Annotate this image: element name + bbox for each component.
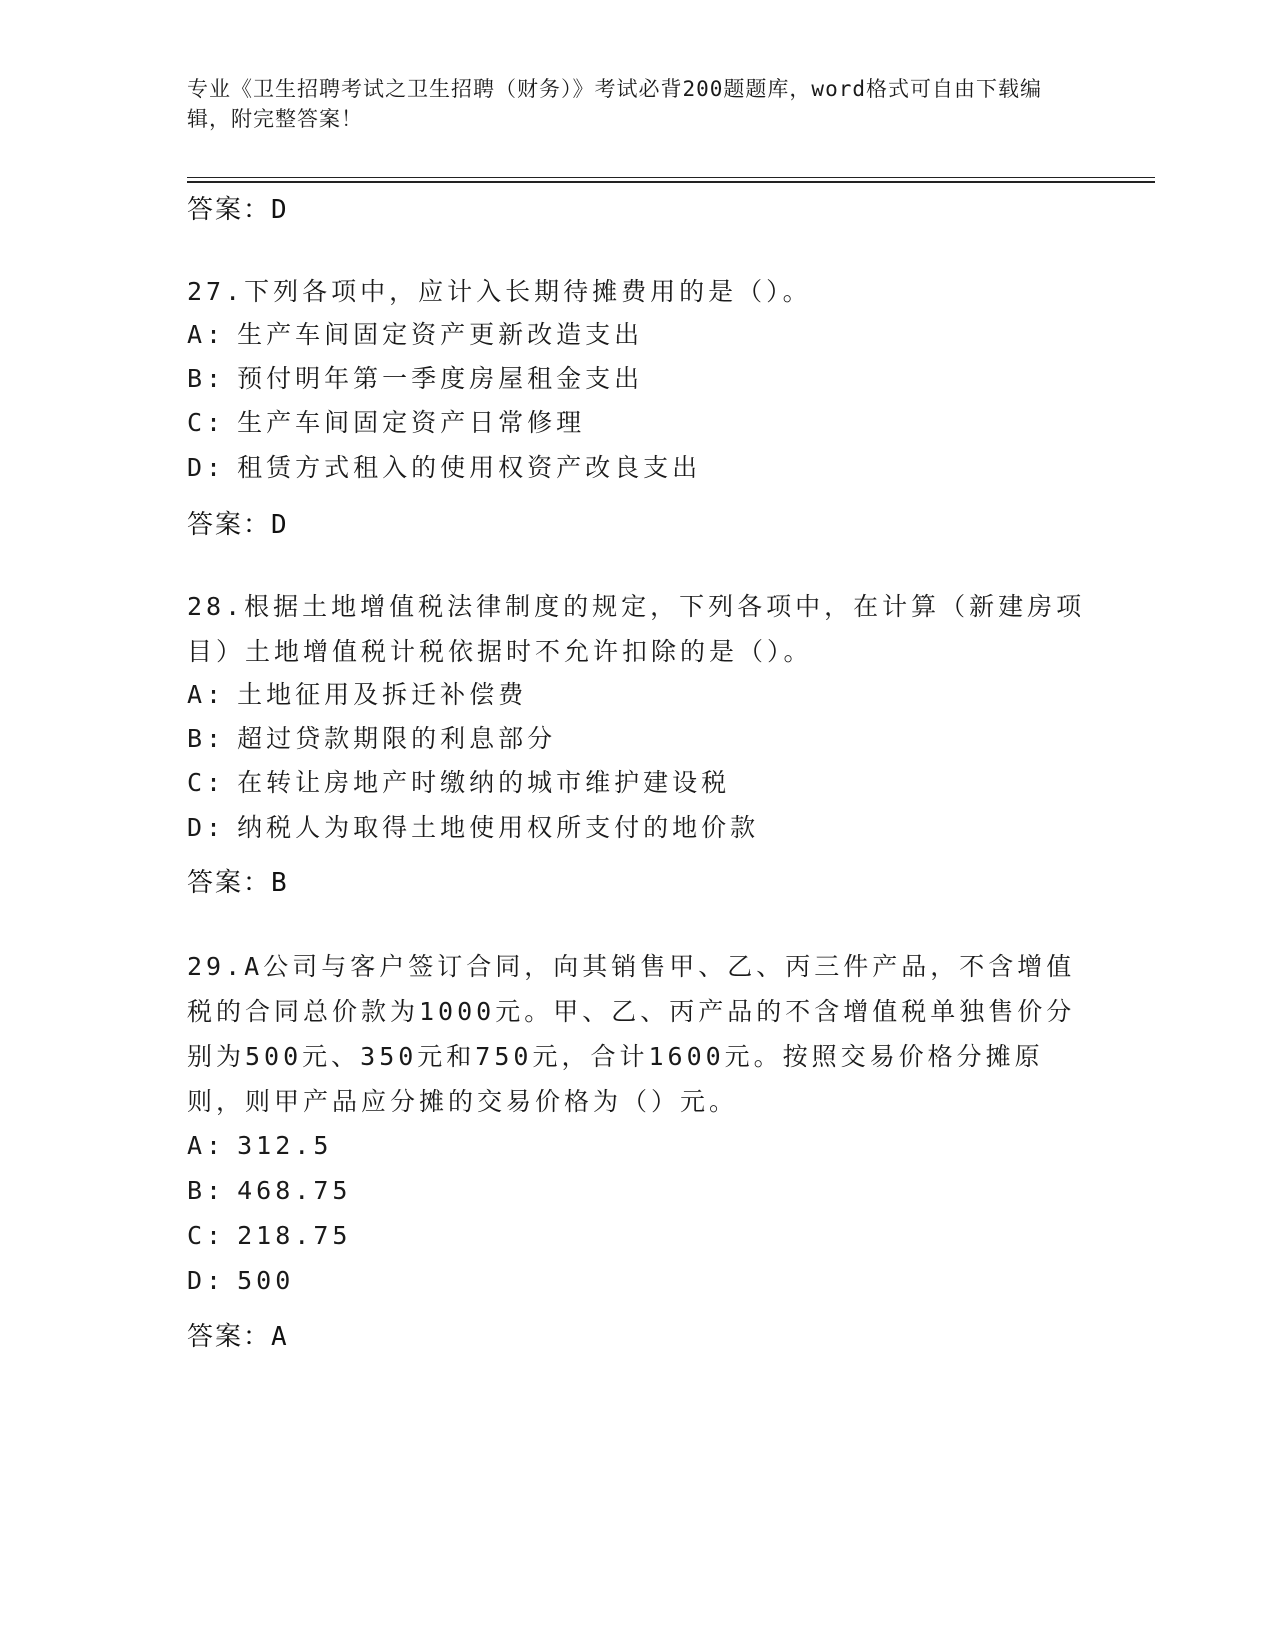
answer-label: 答案： xyxy=(187,510,272,540)
option-key: A: xyxy=(187,320,226,349)
option-key: C: xyxy=(187,1221,226,1250)
option-text: 468.75 xyxy=(237,1176,352,1205)
option-key: B: xyxy=(187,1176,226,1205)
question-29-answer xyxy=(187,1320,287,1354)
header-rule-thick xyxy=(187,181,1155,183)
answer-label: 答案： xyxy=(187,868,272,898)
question-28-answer xyxy=(187,866,287,900)
question-28-option-a xyxy=(187,678,527,712)
answer-value: D xyxy=(271,510,287,540)
option-key: D: xyxy=(187,1266,226,1295)
previous-answer xyxy=(187,193,287,227)
option-text: 在转让房地产时缴纳的城市维护建设税 xyxy=(237,768,731,797)
question-27-option-b xyxy=(187,362,643,396)
header-rule-thin xyxy=(187,177,1155,178)
option-text: 超过贷款期限的利息部分 xyxy=(237,724,557,753)
question-28-option-c xyxy=(187,766,730,800)
option-key: C: xyxy=(187,768,226,797)
question-29-option-d xyxy=(187,1264,294,1298)
answer-label: 答案： xyxy=(187,195,272,225)
answer-label: 答案： xyxy=(187,1322,272,1352)
question-27-answer xyxy=(187,508,287,542)
question-28-option-b xyxy=(187,722,556,756)
question-28-option-d xyxy=(187,811,759,845)
question-29-stem: 29.A公司与客户签订合同，向其销售甲、乙、丙三件产品，不含增值税的合同总价款为1000元。甲、乙、丙产品的不含增值税单独售价分别为500元、350元和750元，合计1600元。按照交易价格分摊原则，则甲产品应分摊的交易价格为（）元。 xyxy=(187,952,1076,1116)
option-key: C: xyxy=(187,408,226,437)
answer-value: A xyxy=(271,1322,287,1352)
question-27-option-c xyxy=(187,406,585,440)
option-text: 租赁方式租入的使用权资产改良支出 xyxy=(237,453,702,482)
question-28-stem: 28.根据土地增值税法律制度的规定，下列各项中，在计算（新建房项目）土地增值税计税依据时不允许扣除的是（）。 xyxy=(187,592,1086,666)
option-text: 218.75 xyxy=(237,1221,352,1250)
option-text: 生产车间固定资产更新改造支出 xyxy=(237,320,644,349)
question-29-option-a xyxy=(187,1129,332,1163)
answer-value: B xyxy=(271,868,287,898)
option-text: 500 xyxy=(237,1266,295,1295)
option-text: 预付明年第一季度房屋租金支出 xyxy=(237,364,644,393)
question-29-option-b xyxy=(187,1174,351,1208)
option-key: B: xyxy=(187,364,226,393)
option-key: A: xyxy=(187,680,226,709)
document-header: 专业《卫生招聘考试之卫生招聘（财务）》考试必背200题题库，word格式可自由下载编辑，附完整答案！ xyxy=(187,77,1042,131)
option-text: 土地征用及拆迁补偿费 xyxy=(237,680,528,709)
option-key: D: xyxy=(187,453,226,482)
question-27-option-d xyxy=(187,451,701,485)
option-text: 纳税人为取得土地使用权所支付的地价款 xyxy=(237,813,760,842)
option-text: 312.5 xyxy=(237,1131,333,1160)
option-key: B: xyxy=(187,724,226,753)
question-29-option-c xyxy=(187,1219,351,1253)
question-27-stem: 27.下列各项中，应计入长期待摊费用的是（）。 xyxy=(187,277,812,306)
option-text: 生产车间固定资产日常修理 xyxy=(237,408,586,437)
question-27-option-a xyxy=(187,318,643,352)
option-key: D: xyxy=(187,813,226,842)
answer-value: D xyxy=(271,195,287,225)
option-key: A: xyxy=(187,1131,226,1160)
